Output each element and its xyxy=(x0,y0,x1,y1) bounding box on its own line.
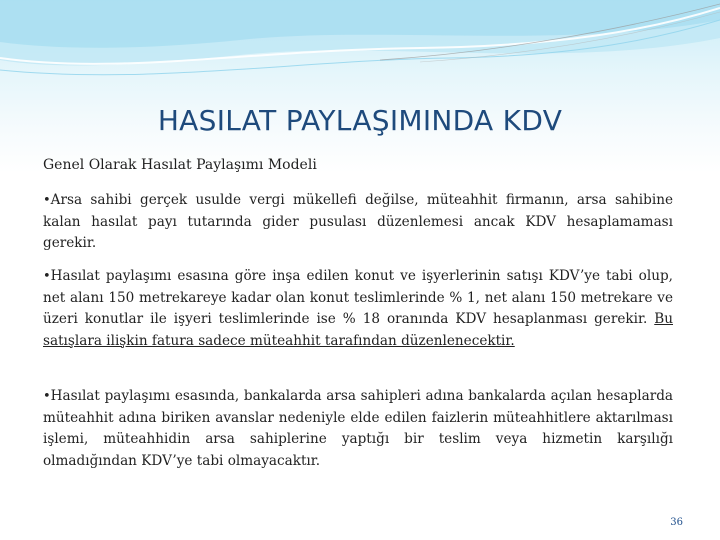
paragraph-2-text: Hasılat paylaşımı esasına göre inşa edilen konut ve işyerlerinin satışı KDV’ye tabi olup, net alanı 150 metrekareye kadar olan konut teslimlerinde % 1, net alanı 150 metrekare ve üzeri konutlar ile işyeri teslimlerinde ise % 18 oranında KDV hesaplanması gerekir. xyxy=(43,268,673,327)
slide-subtitle: Genel Olarak Hasılat Paylaşımı Modeli xyxy=(43,157,317,173)
paragraph-3-text: Hasılat paylaşımı esasında, bankalarda arsa sahipleri adına bankalarda açılan hesaplarda müteahhit adına biriken avanslar nedeniyle elde edilen faizlerin müteahhitlere aktarılması işlemi, müteahhidin arsa sahiplerine yaptığı bir teslim veya hizmetin karşılığı olmadığından KDV’ye tabi olmayacaktır. xyxy=(43,388,673,469)
slide-title: HASILAT PAYLAŞIMINDA KDV xyxy=(157,104,563,137)
decorative-wave-header xyxy=(0,0,720,110)
paragraph-1 xyxy=(43,190,673,255)
paragraph-2-underlined-text: Bu satışlara ilişkin fatura sadece müteahhit tarafından düzenlenecektir. xyxy=(43,311,673,349)
bullet-icon: • xyxy=(43,389,51,404)
page-number: 36 xyxy=(670,517,683,528)
bullet-icon: • xyxy=(43,193,51,208)
paragraph-2 xyxy=(43,266,673,352)
paragraph-1-text: Arsa sahibi gerçek usulde vergi mükellefi değilse, müteahhit firmanın, arsa sahibine kalan hasılat payı tutarında gider pusulası düzenlemesi ancak KDV hesaplamaması gerekir. xyxy=(43,192,673,251)
paragraph-3 xyxy=(43,386,673,472)
bullet-icon: • xyxy=(43,269,51,284)
